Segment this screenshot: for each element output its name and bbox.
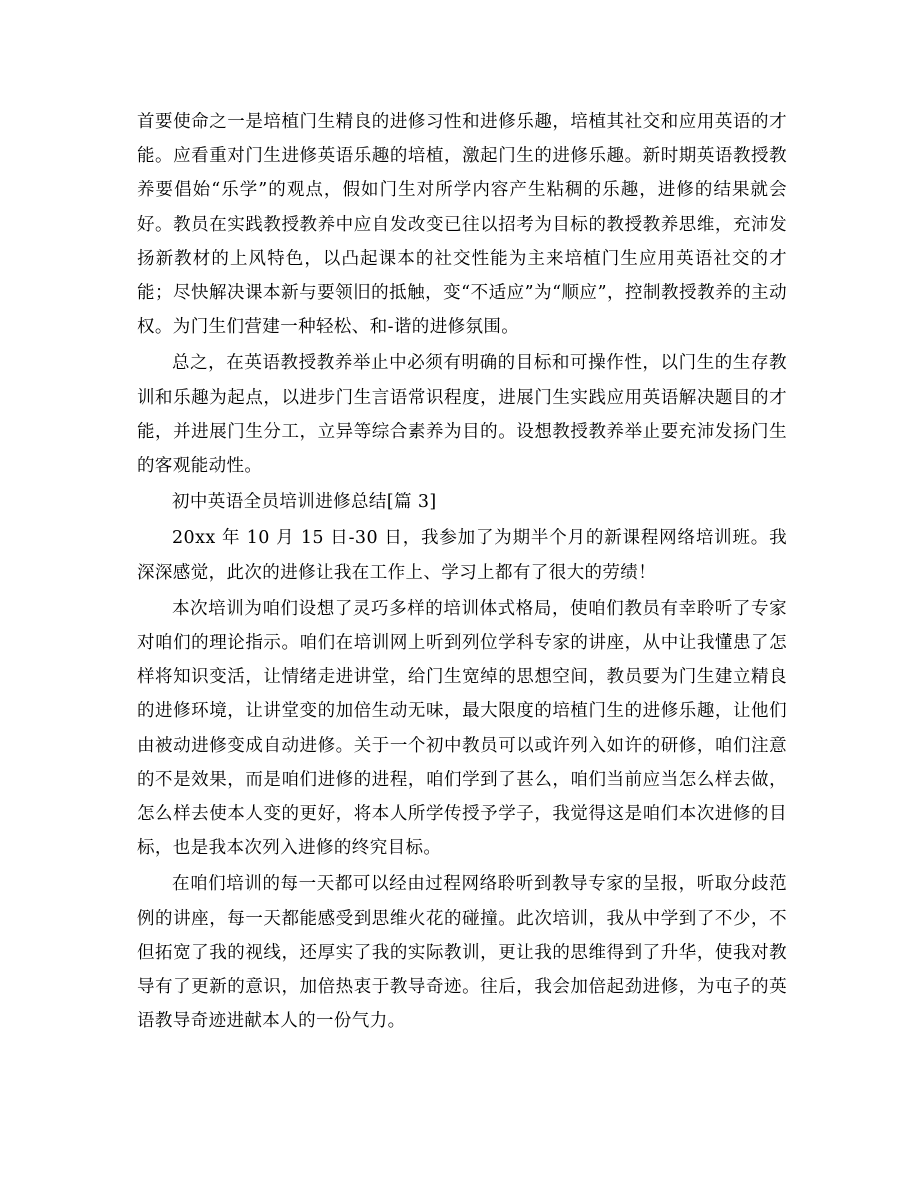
paragraph-1: 首要使命之一是培植门生精良的进修习性和进修乐趣，培植其社交和应用英语的才能。应看重对门生进修英语乐趣的培植，激起门生的进修乐趣。新时期英语教授教养要倡始“乐学”的观点，假如门生对所学内容产生粘稠的乐趣，进修的结果就会好。教员在实践教授教养中应自发改变已往以招考为目标的教授教养思维，充沛发扬新教材的上风特色，以凸起课本的社交性能为主来培植门生应用英语社交的才能；尽快解决课本新与要领旧的抵触，变“不适应”为“顺应”，控制教授教养的主动权。为门生们营建一种轻松、和-谐的进修氛围。 [137,112,787,338]
paragraph-4: 本次培训为咱们设想了灵巧多样的培训体式格局，使咱们教员有幸聆听了专家对咱们的理论指示。咱们在培训网上听到列位学科专家的讲座，从中让我懂患了怎样将知识变活，让情绪走进讲堂，给门生宽绰的思想空间，教员要为门生建立精良的进修环境，让讲堂变的加倍生动无味，最大限度的培植门生的进修乐趣，让他们由被动进修变成自动进修。关于一个初中教员可以或许列入如许的研修，咱们注意的不是效果，而是咱们进修的进程，咱们学到了甚么，咱们当前应当怎么样去做，怎么样去使本人变的更好，将本人所学传授予学子，我觉得这是咱们本次进修的目标，也是我本次列入进修的终究目标。 [137,598,787,859]
paragraph-2: 总之，在英语教授教养举止中必须有明确的目标和可操作性，以门生的生存教训和乐趣为起点，以进步门生言语常识程度，进展门生实践应用英语解决题目的才能，并进展门生分工，立异等综合素养为目的。设想教授教养举止要充沛发扬门生的客观能动性。 [137,353,787,477]
paragraph-3: 20xx 年 10 月 15 日-30 日，我参加了为期半个月的新课程网络培训班。我深深感觉，此次的进修让我在工作上、学习上都有了很大的劳绩！ [137,528,787,583]
section-heading: 初中英语全员培训进修总结[篇 3] [172,492,437,513]
paragraph-5: 在咱们培训的每一天都可以经由过程网络聆听到教导专家的呈报，听取分歧范例的讲座，每一天都能感受到思维火花的碰撞。此次培训，我从中学到了不少，不但拓宽了我的视线，还厚实了我的实际教训，更让我的思维得到了升华，使我对教导有了更新的意识，加倍热衷于教导奇迹。往后，我会加倍起劲进修，为屯子的英语教导奇迹进献本人的一份气力。 [137,874,787,1032]
document-page [137,105,787,1038]
